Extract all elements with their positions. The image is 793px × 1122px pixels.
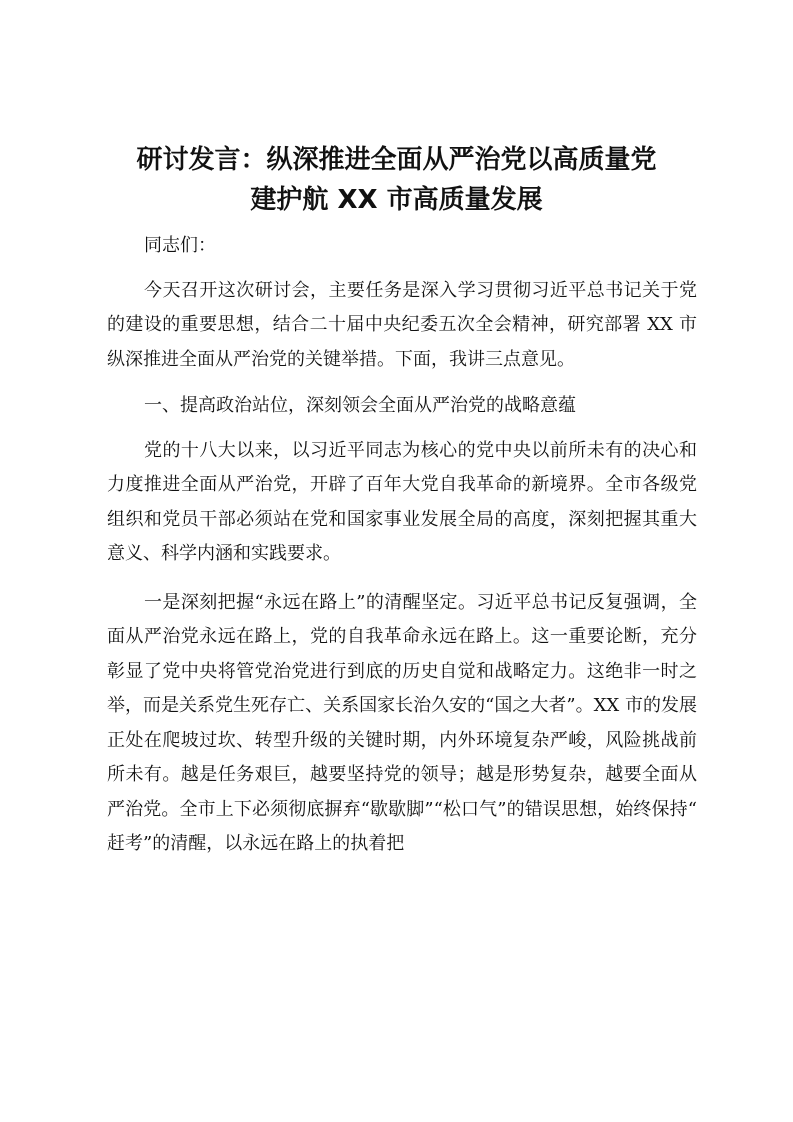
paragraph-intro: 今天召开这次研讨会，主要任务是深入学习贯彻习近平总书记关于党的建设的重要思想，结合二十届中央纪委五次全会精神，研究部署 XX 市纵深推进全面从严治党的关键举措。下面，我讲三点意见。 <box>107 279 697 370</box>
paragraph-section-1: 党的十八大以来，以习近平同志为核心的党中央以前所未有的决心和力度推进全面从严治党，开辟了百年大党自我革命的新境界。全市各级党组织和党员干部必须站在党和国家事业发展全局的高度，深刻把握其重大意义、科学内涵和实践要求。 <box>107 439 697 564</box>
paragraph-point-1: 一是深刻把握“永远在路上”的清醒坚定。习近平总书记反复强调，全面从严治党永远在路上，党的自我革命永远在路上。这一重要论断，充分彰显了党中央将管党治党进行到底的历史自觉和战略定力。这绝非一时之举，而是关系党生死存亡、关系国家长治久安的“国之大者”。XX 市的发展正处在爬坡过坎、转型升级的关键时期，内外环境复杂严峻，风险挑战前所未有。越是任务艰巨，越要坚持党的领导；越是形势复杂，越要全面从严治党。全市上下必须彻底摒弃“歇歇脚”“松口气”的错误思想，始终保持“赶考”的清醒，以永远在路上的执着把 <box>107 591 697 854</box>
section-heading-1: 一、提高政治站位，深刻领会全面从严治党的战略意蕴 <box>144 395 576 416</box>
document-title <box>100 140 693 220</box>
salutation: 同志们： <box>144 235 216 256</box>
title-line-2: 建护航 XX 市高质量发展 <box>250 185 543 215</box>
title-line-1: 研讨发言：纵深推进全面从严治党以高质量党 <box>136 145 657 175</box>
document-body <box>107 229 697 862</box>
